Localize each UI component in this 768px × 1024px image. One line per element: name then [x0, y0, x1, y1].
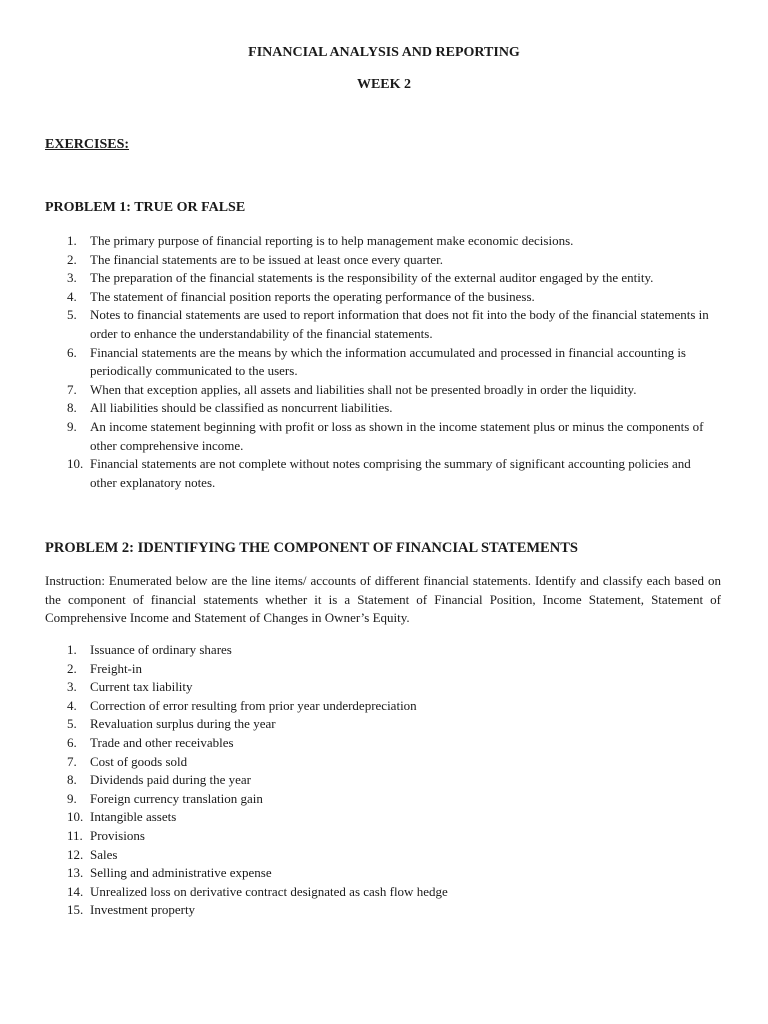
list-item-number: 2. [67, 660, 77, 676]
list-item-number: 15. [67, 902, 84, 918]
list-item-number: 8. [67, 400, 77, 416]
list-item-text: Trade and other receivables [90, 734, 234, 750]
list-item-number: 9. [67, 790, 77, 806]
list-item-text: Revaluation surplus during the year [90, 716, 276, 732]
week-label: WEEK 2 [356, 77, 412, 92]
list-item-number: 4. [67, 697, 77, 713]
list-item [45, 251, 715, 270]
list-item-number: 1. [67, 233, 77, 248]
list-item [45, 753, 715, 772]
list-item-text: Correction of error resulting from prior year underdepreciation [90, 697, 417, 713]
problem-2-instruction: Instruction: Enumerated below are the line items/ accounts of different financial statements. Identify and classify each based on the component of financial statements whether it is a Statement of Financial Position, Income Statement, Statement of Comprehensive Income and Statement of Changes in Owner’s Equity. [45, 573, 721, 626]
list-item [45, 808, 715, 827]
list-item-number: 6. [67, 734, 77, 750]
list-item-number: 1. [67, 642, 77, 657]
list-item-text: Sales [90, 846, 118, 862]
list-item-text: An income statement beginning with profit or loss as shown in the income statement plus or minus the components of other comprehensive income. [90, 418, 704, 453]
list-item [45, 455, 715, 492]
problem-2-heading: PROBLEM 2: IDENTIFYING THE COMPONENT OF FINANCIAL STATEMENTS [45, 540, 578, 556]
list-item-text: The preparation of the financial statements is the responsibility of the external auditor engaged by the entity. [90, 270, 654, 286]
list-item [45, 864, 715, 883]
document-title: FINANCIAL ANALYSIS AND REPORTING [248, 45, 520, 60]
exercises-heading: EXERCISES: [45, 137, 130, 152]
list-item [45, 846, 715, 865]
list-item [45, 678, 715, 697]
list-item [45, 288, 715, 307]
list-item-text: Notes to financial statements are used to report information that does not fit into the body of the financial statements in order to enhance the understandability of the financial statements. [90, 307, 709, 341]
list-item-number: 10. [67, 456, 84, 472]
list-item-text: Financial statements are the means by which the information accumulated and processed in financial accounting is periodically communicated to the users. [90, 344, 686, 379]
list-item-number: 5. [67, 716, 77, 732]
list-item [45, 306, 715, 343]
list-item-number: 3. [67, 679, 77, 695]
list-item [45, 790, 715, 809]
list-item-text: Unrealized loss on derivative contract designated as cash flow hedge [90, 883, 448, 899]
problem-1-heading: PROBLEM 1: TRUE OR FALSE [45, 200, 246, 215]
problem-1-list [45, 232, 715, 492]
list-item-text: Provisions [90, 827, 145, 843]
list-item-text: All liabilities should be classified as noncurrent liabilities. [90, 400, 393, 416]
list-item-number: 10. [67, 809, 84, 825]
list-item-number: 2. [67, 251, 77, 267]
list-item-text: Selling and administrative expense [90, 865, 272, 881]
list-item-number: 5. [67, 307, 77, 323]
list-item [45, 660, 715, 679]
list-item [45, 269, 715, 288]
list-item-text: The statement of financial position reports the operating performance of the business. [90, 288, 535, 304]
list-item-number: 3. [67, 270, 77, 286]
list-item-text: The financial statements are to be issued at least once every quarter. [90, 251, 444, 267]
list-item-text: Investment property [90, 902, 196, 918]
list-item-text: Foreign currency translation gain [90, 790, 263, 806]
list-item [45, 381, 715, 400]
list-item-text: When that exception applies, all assets and liabilities shall not be presented broadly in order the liquidity. [90, 381, 637, 397]
list-item [45, 344, 715, 381]
list-item [45, 399, 715, 418]
list-item [45, 827, 715, 846]
list-item-number: 9. [67, 418, 77, 434]
list-item-text: Issuance of ordinary shares [90, 642, 232, 657]
list-item-text: Freight-in [90, 660, 142, 676]
list-item [45, 715, 715, 734]
list-item-number: 12. [67, 846, 84, 862]
list-item [45, 697, 715, 716]
list-item [45, 734, 715, 753]
list-item-text: Financial statements are not complete without notes comprising the summary of significant accounting policies and other explanatory notes. [90, 456, 691, 490]
list-item-text: The primary purpose of financial reporting is to help management make economic decisions. [90, 233, 574, 248]
list-item [45, 771, 715, 790]
list-item-number: 7. [67, 753, 77, 769]
list-item-text: Cost of goods sold [90, 753, 188, 769]
list-item [45, 232, 715, 251]
list-item [45, 883, 715, 902]
list-item-text: Intangible assets [90, 809, 177, 825]
list-item-number: 7. [67, 381, 77, 397]
list-item-number: 6. [67, 344, 77, 360]
problem-2-list [45, 641, 715, 920]
list-item-number: 13. [67, 865, 84, 881]
list-item-number: 8. [67, 772, 77, 788]
list-item [45, 901, 715, 920]
list-item-number: 11. [67, 827, 83, 843]
list-item [45, 641, 715, 660]
list-item [45, 418, 715, 455]
list-item-text: Dividends paid during the year [90, 772, 252, 788]
list-item-text: Current tax liability [90, 679, 193, 695]
list-item-number: 4. [67, 288, 77, 304]
list-item-number: 14. [67, 883, 84, 899]
